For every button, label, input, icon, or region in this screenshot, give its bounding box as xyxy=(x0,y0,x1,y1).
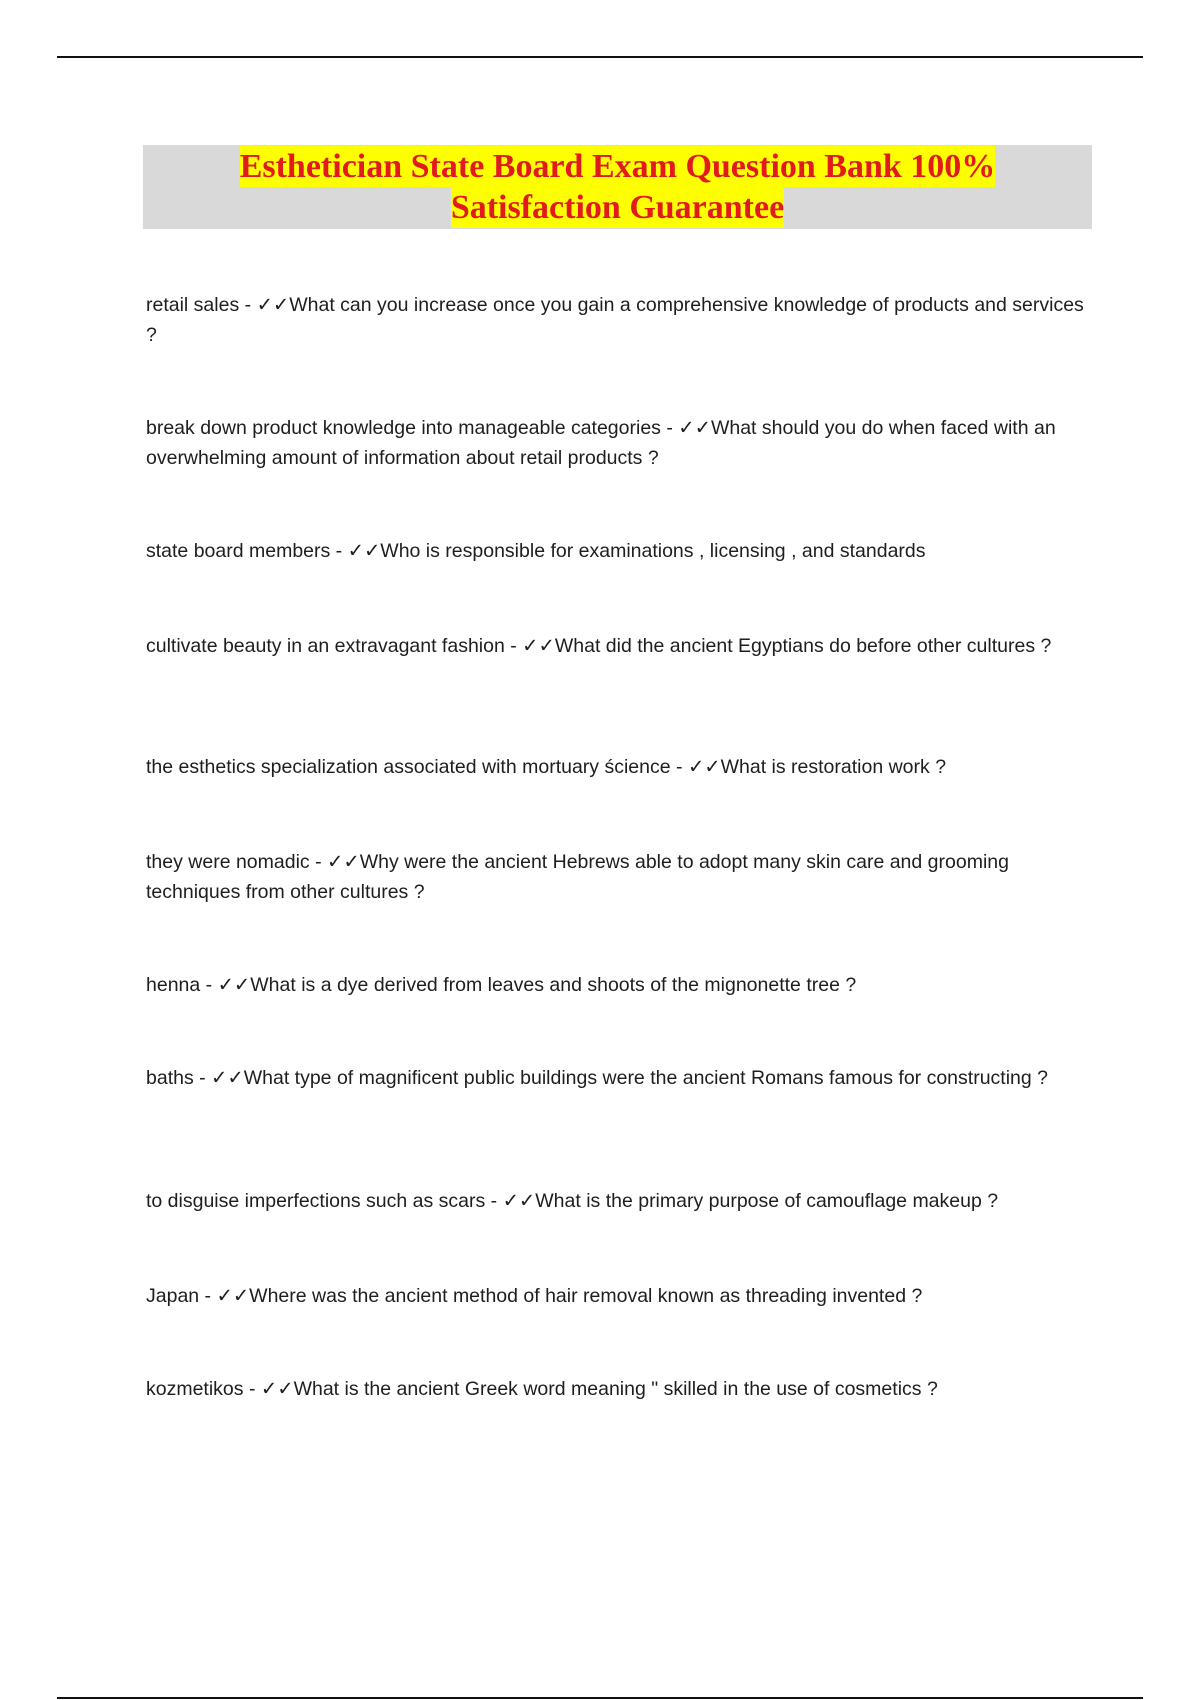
bottom-rule xyxy=(57,1697,1143,1699)
checkmark-icon: ✓✓ xyxy=(522,635,555,657)
qa-question: What is a dye derived from leaves and shoots of the mignonette tree ? xyxy=(250,974,857,996)
top-rule xyxy=(57,56,1143,58)
checkmark-icon: ✓✓ xyxy=(211,1067,244,1089)
checkmark-icon: ✓✓ xyxy=(216,1285,250,1307)
qa-item xyxy=(146,970,1086,1000)
qa-separator: - xyxy=(239,294,257,316)
checkmark-icon: ✓✓ xyxy=(256,294,290,316)
qa-answer: they were nomadic xyxy=(146,851,310,873)
qa-question: Where was the ancient method of hair removal known as threading invented ? xyxy=(249,1285,923,1307)
qa-item xyxy=(146,536,1086,566)
title-line-2: Satisfaction Guarantee xyxy=(450,189,785,226)
checkmark-icon: ✓✓ xyxy=(260,1378,294,1400)
qa-answer: to disguise imperfections such as scars xyxy=(146,1190,486,1212)
qa-separator: - xyxy=(485,1190,503,1212)
qa-answer: henna xyxy=(146,974,201,996)
qa-question: What did the ancient Egyptians do before other cultures ? xyxy=(554,635,1052,657)
qa-question: What is the primary purpose of camouflage makeup ? xyxy=(535,1190,999,1212)
qa-answer: cultivate beauty in an extravagant fashion xyxy=(146,635,505,657)
qa-answer: kozmetikos xyxy=(146,1378,244,1400)
qa-item xyxy=(146,413,1086,473)
qa-question: Who is responsible for examinations , licensing , and standards xyxy=(380,540,926,562)
qa-item xyxy=(146,290,1086,350)
qa-answer: Japan xyxy=(146,1285,200,1307)
title-line-1: Esthetician State Board Exam Question Bank 100% xyxy=(239,148,996,185)
qa-separator: - xyxy=(309,851,328,873)
qa-item xyxy=(146,1281,1086,1311)
checkmark-icon: ✓✓ xyxy=(687,756,721,778)
qa-separator: - xyxy=(200,974,218,996)
qa-question: What should you do when faced with an overwhelming amount of information about retail products ? xyxy=(146,417,1056,469)
qa-answer: the esthetics specialization associated with mortuary ścience xyxy=(146,756,671,778)
checkmark-icon: ✓✓ xyxy=(678,417,711,439)
qa-separator: - xyxy=(504,635,523,657)
qa-separator: - xyxy=(660,417,679,439)
qa-separator: - xyxy=(243,1378,261,1400)
qa-item xyxy=(146,1374,1086,1404)
qa-item xyxy=(146,1063,1086,1093)
title-banner xyxy=(143,145,1092,229)
checkmark-icon: ✓✓ xyxy=(217,974,251,996)
checkmark-icon: ✓✓ xyxy=(502,1190,536,1212)
qa-question: Why were the ancient Hebrews able to adopt many skin care and grooming techniques from other cultures ? xyxy=(146,851,1009,903)
qa-item xyxy=(146,631,1086,661)
qa-separator: - xyxy=(330,540,348,562)
qa-question: What is the ancient Greek word meaning " skilled in the use of cosmetics ? xyxy=(293,1378,938,1400)
qa-separator: - xyxy=(199,1285,217,1307)
qa-question: What type of magnificent public buildings were the ancient Romans famous for constructing ? xyxy=(243,1067,1048,1089)
checkmark-icon: ✓✓ xyxy=(327,851,360,873)
qa-answer: break down product knowledge into manageable categories xyxy=(146,417,661,439)
qa-separator: - xyxy=(193,1067,212,1089)
checkmark-icon: ✓✓ xyxy=(347,540,381,562)
qa-question: What can you increase once you gain a comprehensive knowledge of products and services ? xyxy=(146,294,1084,346)
qa-item xyxy=(146,752,1086,782)
qa-question: What is restoration work ? xyxy=(720,756,947,778)
qa-answer: baths xyxy=(146,1067,194,1089)
qa-item xyxy=(146,847,1086,907)
qa-answer: state board members xyxy=(146,540,331,562)
qa-item xyxy=(146,1186,1086,1216)
qa-answer: retail sales xyxy=(146,294,240,316)
qa-separator: - xyxy=(670,756,688,778)
